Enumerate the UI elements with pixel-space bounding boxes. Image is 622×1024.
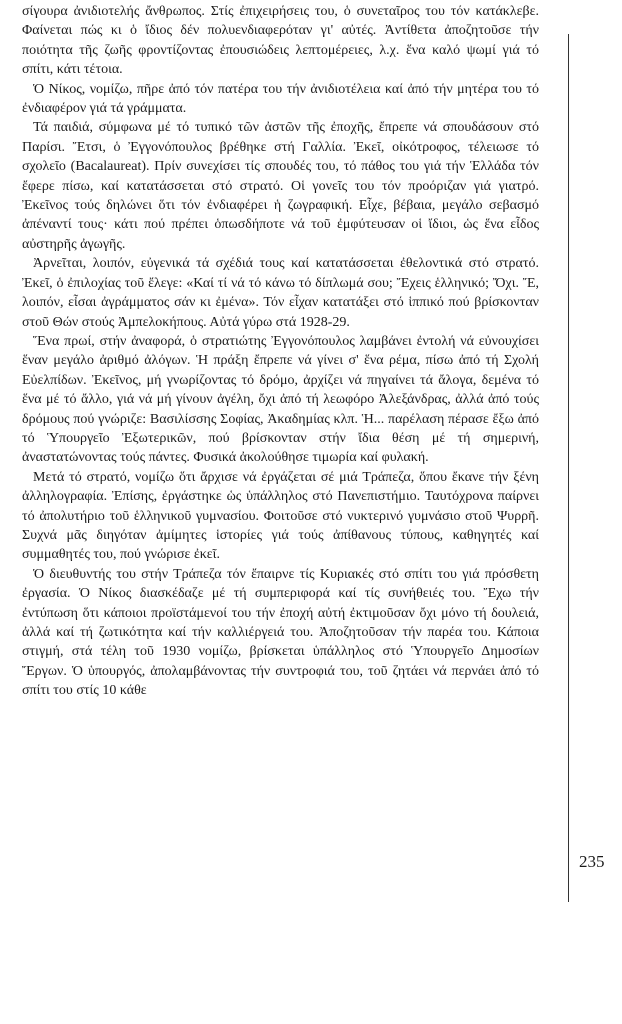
margin-rule: [568, 34, 569, 902]
page-number: 235: [579, 852, 605, 871]
paragraph-2: Ὁ Νίκος, νομίζω, πῆρε ἀπό τόν πατέρα του τήν ἀνιδιοτέλεια καί ἀπό τήν μητέρα του τό ἐνδιαφέρον γιά τά γράμματα.: [22, 81, 539, 117]
paragraph-1: σίγουρα ἀνιδιοτελής ἄνθρωπος. Στίς ἐπιχειρήσεις του, ὁ συνεταῖρος του τόν κατάκλεβε. Φαίνεται πώς κι ὁ ἴδιος δέν πολυενδιαφερόταν γι' αὐτές. Ἀντίθετα ἀποζητοῦσε τήν ποιότητα τῆς ζωῆς φροντίζοντας ἐπουσιώδεις λεπτομέρειες, λ.χ. ἕνα καλό ψωμί γιά τό σπίτι, κάτι τέτοια.: [22, 4, 539, 78]
body-text: [22, 2, 539, 701]
paragraph-4: Ἀρνεῖται, λοιπόν, εὐγενικά τά σχέδιά τους καί κατατάσσεται ἐθελοντικά στό στρατό. Ἐκεῖ, ὁ ἐπιλοχίας τοῦ ἔλεγε: «Καί τί νά τό κάνω τό δίπλωμά σου; Ἔχεις ἑλληνικό; Ὄχι. Ἔ, λοιπόν, εἶσαι ἀγράμματος σάν κι ἐμένα». Τόν εἶχαν κατατάξει στό ἱππικό πού βρίσκονταν στοῦ Θών στούς Ἀμπελοκήπους. Αὐτά γύρω στά 1928-29.: [22, 256, 539, 330]
paragraph-7: Ὁ διευθυντής του στήν Τράπεζα τόν ἔπαιρνε τίς Κυριακές στό σπίτι του γιά πρόσθετη ἐργασία. Ὁ Νίκος διασκέδαζε μέ τή συμπεριφορά καί τίς συνήθειές του. Ἔχω τήν ἐντύπωση ὅτι κάποιοι προϊστάμενοί του τήν ἐποχή αὐτή ἐκτιμοῦσαν ὄχι μόνο τή δουλειά, ἀλλά καί τή ζωτικότητα καί τήν καλλιέργειά του. Ἀποζητοῦσαν τήν παρέα του. Κάποια στιγμή, στά τέλη τοῦ 1930 νομίζω, βρίσκεται ὑπάλληλος στό Ὑπουργεῖο Δημοσίων Ἔργων. Ὁ ὑπουργός, ἀπολαμβάνοντας τήν συντροφιά του, τοῦ ζητάει νά περνάει ἀπό τό σπίτι του στίς 10 κάθε: [22, 566, 539, 699]
paragraph-3: Τά παιδιά, σύμφωνα μέ τό τυπικό τῶν ἀστῶν τῆς ἐποχῆς, ἔπρεπε νά σπουδάσουν στό Παρίσι. Ἔτσι, ὁ Ἐγγονόπουλος βρέθηκε στή Γαλλία. Ἐκεῖ, οἰκότροφος, τέλειωσε τό σχολεῖο (Bacalaureat). Πρίν συνεχίσει τίς σπουδές του, τό πάθος του γιά τήν Ἑλλάδα τόν ἔφερε πίσω, καί κατατάσσεται στό στρατό. Οἱ γονεῖς του τόν προόριζαν γιά γιατρό. Ἐκεῖνος τούς δηλώνει ὅτι τόν ἐνδιαφέρει ἡ ζωγραφική. Εἶχε, βέβαια, μεγάλο σεβασμό ἀπέναντί τους· κάτι πού πρέπει ὁπωσδήποτε νά τοῦ ἐμφύτευσαν οἱ ἴδιοι, ὡς ἕνα εἶδος αὐστηρῆς ἀγωγῆς.: [22, 120, 539, 252]
paragraph-5: Ἕνα πρωί, στήν ἀναφορά, ὁ στρατιώτης Ἐγγονόπουλος λαμβάνει ἐντολή νά εὐνουχίσει ἕναν μεγάλο ἀριθμό ἀλόγων. Ἡ πράξη ἔπρεπε νά γίνει σ' ἕνα ρέμα, πίσω ἀπό τή Σχολή Εὐελπίδων. Ἐκεῖνος, μή γνωρίζοντας τό δρόμο, ἀρχίζει νά πηγαίνει τά ἄλογα, δεμένα τό ἕνα μέ τό ἄλλο, γιά νά μή γίνουν ἀγέλη, ὄχι ἀπό τή λεωφόρο Ἀλεξάνδρας, ἀλλά ἀπό τούς δρόμους πού γνώριζε: Βασιλίσσης Σοφίας, Ἀκαδημίας κλπ. Ἡ... παρέλαση πέρασε ἔξω ἀπό τό Ὑπουργεῖο Ἐξωτερικῶν, πού βρίσκονταν στήν ἴδια θέση μέ τή σημερινή, ἀναστατώνοντας τούς πάντες. Φυσικά ἀκολούθησε τιμωρία καί φυλακή.: [22, 333, 539, 466]
paragraph-6: Μετά τό στρατό, νομίζω ὅτι ἄρχισε νά ἐργάζεται σέ μιά Τράπεζα, ὅπου ἔκανε τήν ξένη ἀλληλογραφία. Ἐπίσης, ἐργάστηκε ὡς ὑπάλληλος στό Πανεπιστήμιο. Ταυτόχρονα παίρνει τό ἀπολυτήριο τοῦ ἑλληνικοῦ γυμνασίου. Φοιτοῦσε στό νυκτερινό γυμνάσιο στοῦ Ψυρρῆ. Συχνά μᾶς διηγόταν ἀμίμητες ἱστορίες γιά τούς ἀπίθανους τύπους, καθηγητές καί συμμαθητές του, πού γνώρισε ἐκεῖ.: [22, 469, 539, 563]
